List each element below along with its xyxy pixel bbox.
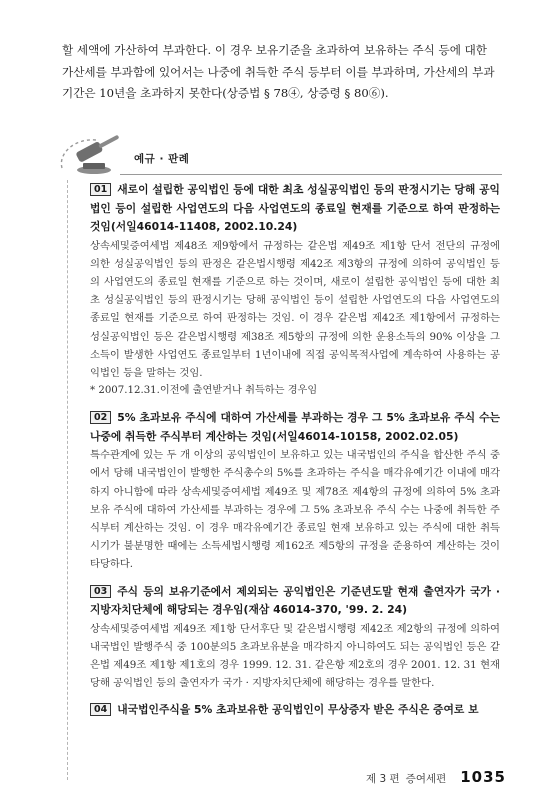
divider — [67, 180, 68, 780]
page-footer — [366, 768, 506, 786]
case-item — [90, 409, 500, 573]
case-title-text: 내국법인주식을 5% 초과보유한 공익법인이 무상증자 받은 주식은 증여로 보 — [117, 703, 479, 717]
intro-line: 할 세액에 가산하여 부과한다. 이 경우 보유기준을 초과하여 보유하는 주식 등에 대한 — [62, 43, 488, 57]
case-number-badge: 04 — [90, 703, 111, 716]
case-title-text: 5% 초과보유 주식에 대하여 가산세를 부과하는 경우 그 5% 초과보유 주식 수는 나중에 취득한 주식부터 계산하는 것임(서일46014-10158, 2002.02.05) — [90, 411, 500, 443]
section-header — [50, 130, 502, 178]
case-title — [90, 181, 500, 237]
case-body: 상속세및증여세법 제48조 제9항에서 규정하는 같은법 제49조 제1항 단서 전단의 규정에 의한 성실공익법인 등의 판정은 같은법시행령 제42조 제3항의 규정에 의하여 공익법인 등의 사업연도의 종료일 현재를 기준으로 하는 것이며, 새로이 설립한 공익법인 등에 대한 최초 성실공익법인 등의 판정시기는 당해 공익법인 등이 설립한 사업연도의 다음 사업연도의 종료일 현재를 기준으로 하여 판정하는 것임. 이 경우 같은법 제42조 제1항에서 규정하는 성실공익법인 등은 같은법시행령 제38조 제5항의 규정에 의한 운용소득의 90% 이상을 그 소득이 발생한 사업연도 종료일부터 1년이내에 직접 공익목적사업에 계속하여 사용하는 공익법인 등을 말하는 것임. — [90, 239, 500, 379]
case-number-badge: 02 — [90, 411, 111, 424]
case-item — [90, 701, 500, 720]
gavel-icon — [56, 134, 126, 178]
case-title — [90, 583, 500, 620]
case-item — [90, 583, 500, 693]
divider — [120, 174, 502, 175]
chapter-label: 제 3 편 — [366, 773, 400, 785]
case-list — [90, 181, 500, 729]
case-note: * 2007.12.31.이전에 출연받거나 취득하는 경우임 — [90, 385, 318, 397]
page-number: 1035 — [460, 768, 506, 786]
case-item — [90, 181, 500, 400]
intro-line: 가산세를 부과함에 있어서는 나중에 취득한 주식 등부터 이를 부과하며, 가산세의 부과 — [62, 64, 495, 79]
intro-paragraph — [62, 40, 502, 105]
case-title-text: 새로이 설립한 공익법인 등에 대한 최초 성실공익법인 등의 판정시기는 당해 공익법인 등이 설립한 사업연도의 다음 사업연도의 종료일 현재를 기준으로 하여 판정하는 것임(서일46014-11408, 2002.10.24) — [90, 183, 500, 233]
case-number-badge: 03 — [90, 585, 111, 598]
section-tag: 예규 · 판례 — [134, 153, 190, 165]
case-body: 상속세및증여세법 제49조 제1항 단서후단 및 같은법시행령 제42조 제2항의 규정에 의하여 내국법인 발행주식 중 100분의5 초과보유분을 매각하지 아니하여도 되는 공익법인 등은 같은법 제49조 제1항 제1호의 경우 1999. 12. 31. 같은항 제2호의 경우 2001. 12. 31 현재 당해 공익법인 등의 출연자가 국가 · 지방자치단체에 해당하는 경우를 말한다. — [90, 622, 500, 690]
intro-line: 기간은 10년을 초과하지 못한다(상증법 § 78④, 상증령 § 80⑥). — [62, 86, 389, 100]
case-title-text: 주식 등의 보유기준에서 제외되는 공익법인은 기준년도말 현재 출연자가 국가 · 지방자치단체에 해당되는 경우임(재삼 46014-370, '99. 2. 24) — [90, 584, 500, 617]
case-title — [90, 701, 500, 720]
case-body: 특수관계에 있는 두 개 이상의 공익법인이 보유하고 있는 내국법인의 주식을 합산한 주식 중에서 당해 내국법인이 발행한 주식총수의 5%를 초과하는 주식을 매각유예기간 이내에 매각하지 아니함에 따라 상속세및증여세법 제49조 및 제78조 제4항의 규정에 의하여 5% 초과보유 주식에 대하여 가산세를 부과하는 경우에 그 5% 초과보유 주식 수는 나중에 취득한 주식부터 계산하는 것임. 이 경우 매각유예기간 종료일 현재 보유하고 있는 주식에 대한 취득시기가 불분명한 때에는 소득세법시행령 제162조 제5항의 규정을 준용하여 계산하는 것이 타당하다. — [90, 449, 500, 571]
case-number-badge: 01 — [90, 183, 111, 196]
chapter-title: 증여세편 — [405, 773, 447, 785]
case-title — [90, 409, 500, 446]
